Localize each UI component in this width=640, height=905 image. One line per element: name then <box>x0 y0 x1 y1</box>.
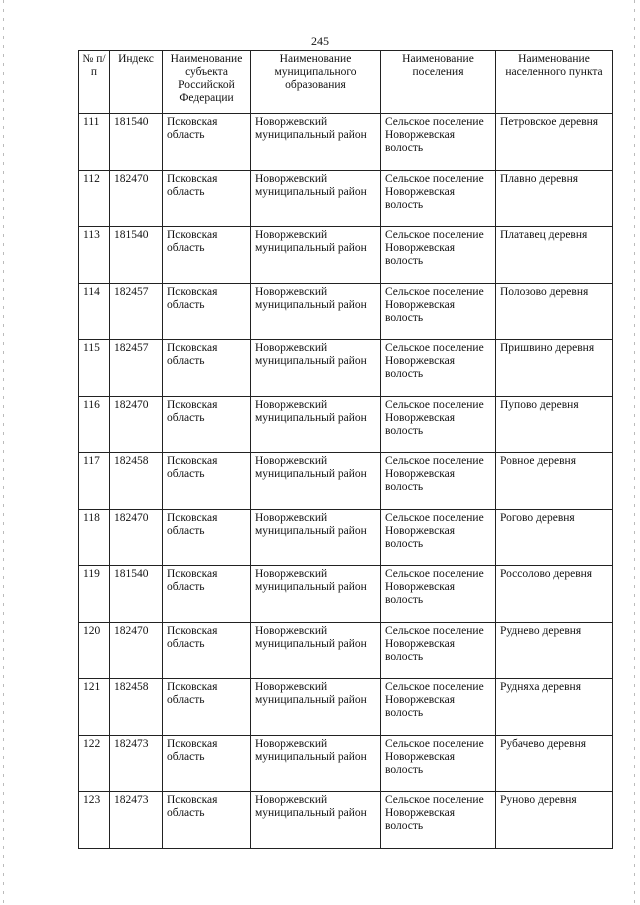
cell-locality: Рудняха деревня <box>496 679 613 736</box>
cell-subject: Псковская область <box>163 114 251 171</box>
cell-municipal: Новоржевский муниципальный район <box>251 283 381 340</box>
cell-num: 121 <box>79 679 110 736</box>
cell-subject: Псковская область <box>163 340 251 397</box>
cell-num: 116 <box>79 396 110 453</box>
cell-num: 113 <box>79 227 110 284</box>
cell-settlement: Сельское поселение Новоржевская волость <box>381 170 496 227</box>
cell-settlement: Сельское поселение Новоржевская волость <box>381 453 496 510</box>
cell-settlement: Сельское поселение Новоржевская волость <box>381 679 496 736</box>
header-subject: Наименование субъекта Российской Федерации <box>163 51 251 114</box>
table-row <box>79 340 613 397</box>
table-row <box>79 396 613 453</box>
cell-locality: Полозово деревня <box>496 283 613 340</box>
cell-num: 112 <box>79 170 110 227</box>
cell-subject: Псковская область <box>163 679 251 736</box>
cell-locality: Петровское деревня <box>496 114 613 171</box>
cell-locality: Руднево деревня <box>496 622 613 679</box>
cell-num: 122 <box>79 735 110 792</box>
cell-num: 111 <box>79 114 110 171</box>
table-header-row <box>79 51 613 114</box>
cell-index: 182458 <box>110 679 163 736</box>
cell-index: 182457 <box>110 340 163 397</box>
scan-edge-right <box>634 0 635 905</box>
cell-municipal: Новоржевский муниципальный район <box>251 340 381 397</box>
cell-municipal: Новоржевский муниципальный район <box>251 679 381 736</box>
cell-subject: Псковская область <box>163 622 251 679</box>
cell-num: 120 <box>79 622 110 679</box>
cell-index: 182470 <box>110 622 163 679</box>
cell-municipal: Новоржевский муниципальный район <box>251 170 381 227</box>
cell-municipal: Новоржевский муниципальный район <box>251 566 381 623</box>
cell-municipal: Новоржевский муниципальный район <box>251 453 381 510</box>
table-row <box>79 170 613 227</box>
cell-subject: Псковская область <box>163 566 251 623</box>
header-settlement: Наименование поселения <box>381 51 496 114</box>
cell-locality: Ровное деревня <box>496 453 613 510</box>
cell-settlement: Сельское поселение Новоржевская волость <box>381 566 496 623</box>
cell-subject: Псковская область <box>163 453 251 510</box>
cell-subject: Псковская область <box>163 170 251 227</box>
cell-locality: Рубачево деревня <box>496 735 613 792</box>
cell-num: 115 <box>79 340 110 397</box>
table-row <box>79 622 613 679</box>
cell-municipal: Новоржевский муниципальный район <box>251 792 381 849</box>
table-row <box>79 679 613 736</box>
cell-index: 182473 <box>110 792 163 849</box>
cell-index: 181540 <box>110 114 163 171</box>
header-locality: Наименование населенного пункта <box>496 51 613 114</box>
cell-settlement: Сельское поселение Новоржевская волость <box>381 509 496 566</box>
cell-municipal: Новоржевский муниципальный район <box>251 114 381 171</box>
cell-num: 118 <box>79 509 110 566</box>
table-row <box>79 114 613 171</box>
table-row <box>79 509 613 566</box>
cell-index: 181540 <box>110 227 163 284</box>
cell-municipal: Новоржевский муниципальный район <box>251 396 381 453</box>
cell-num: 119 <box>79 566 110 623</box>
cell-index: 182473 <box>110 735 163 792</box>
cell-subject: Псковская область <box>163 396 251 453</box>
cell-index: 181540 <box>110 566 163 623</box>
table-row <box>79 453 613 510</box>
header-index: Индекс <box>110 51 163 114</box>
cell-num: 123 <box>79 792 110 849</box>
cell-municipal: Новоржевский муниципальный район <box>251 509 381 566</box>
cell-locality: Пупово деревня <box>496 396 613 453</box>
cell-settlement: Сельское поселение Новоржевская волость <box>381 735 496 792</box>
cell-index: 182457 <box>110 283 163 340</box>
table-row <box>79 227 613 284</box>
scan-edge-left <box>3 0 4 905</box>
cell-index: 182470 <box>110 396 163 453</box>
table-body <box>79 114 613 849</box>
cell-settlement: Сельское поселение Новоржевская волость <box>381 227 496 284</box>
cell-locality: Рогово деревня <box>496 509 613 566</box>
cell-municipal: Новоржевский муниципальный район <box>251 735 381 792</box>
cell-index: 182470 <box>110 170 163 227</box>
header-municipal: Наименование муниципального образования <box>251 51 381 114</box>
cell-subject: Псковская область <box>163 509 251 566</box>
cell-locality: Россолово деревня <box>496 566 613 623</box>
table-row <box>79 792 613 849</box>
cell-subject: Псковская область <box>163 735 251 792</box>
cell-subject: Псковская область <box>163 283 251 340</box>
cell-settlement: Сельское поселение Новоржевская волость <box>381 283 496 340</box>
cell-index: 182458 <box>110 453 163 510</box>
cell-subject: Псковская область <box>163 792 251 849</box>
table-row <box>79 566 613 623</box>
cell-locality: Пришвино деревня <box>496 340 613 397</box>
cell-num: 114 <box>79 283 110 340</box>
cell-municipal: Новоржевский муниципальный район <box>251 227 381 284</box>
cell-locality: Плавно деревня <box>496 170 613 227</box>
cell-municipal: Новоржевский муниципальный район <box>251 622 381 679</box>
cell-settlement: Сельское поселение Новоржевская волость <box>381 792 496 849</box>
cell-settlement: Сельское поселение Новоржевская волость <box>381 622 496 679</box>
cell-index: 182470 <box>110 509 163 566</box>
table-row <box>79 283 613 340</box>
cell-num: 117 <box>79 453 110 510</box>
cell-settlement: Сельское поселение Новоржевская волость <box>381 114 496 171</box>
cell-subject: Псковская область <box>163 227 251 284</box>
page-number: 245 <box>311 34 329 48</box>
header-num: № п/п <box>79 51 110 114</box>
cell-settlement: Сельское поселение Новоржевская волость <box>381 396 496 453</box>
cell-settlement: Сельское поселение Новоржевская волость <box>381 340 496 397</box>
cell-locality: Руново деревня <box>496 792 613 849</box>
table-row <box>79 735 613 792</box>
locality-registry-table <box>78 50 613 849</box>
cell-locality: Платавец деревня <box>496 227 613 284</box>
